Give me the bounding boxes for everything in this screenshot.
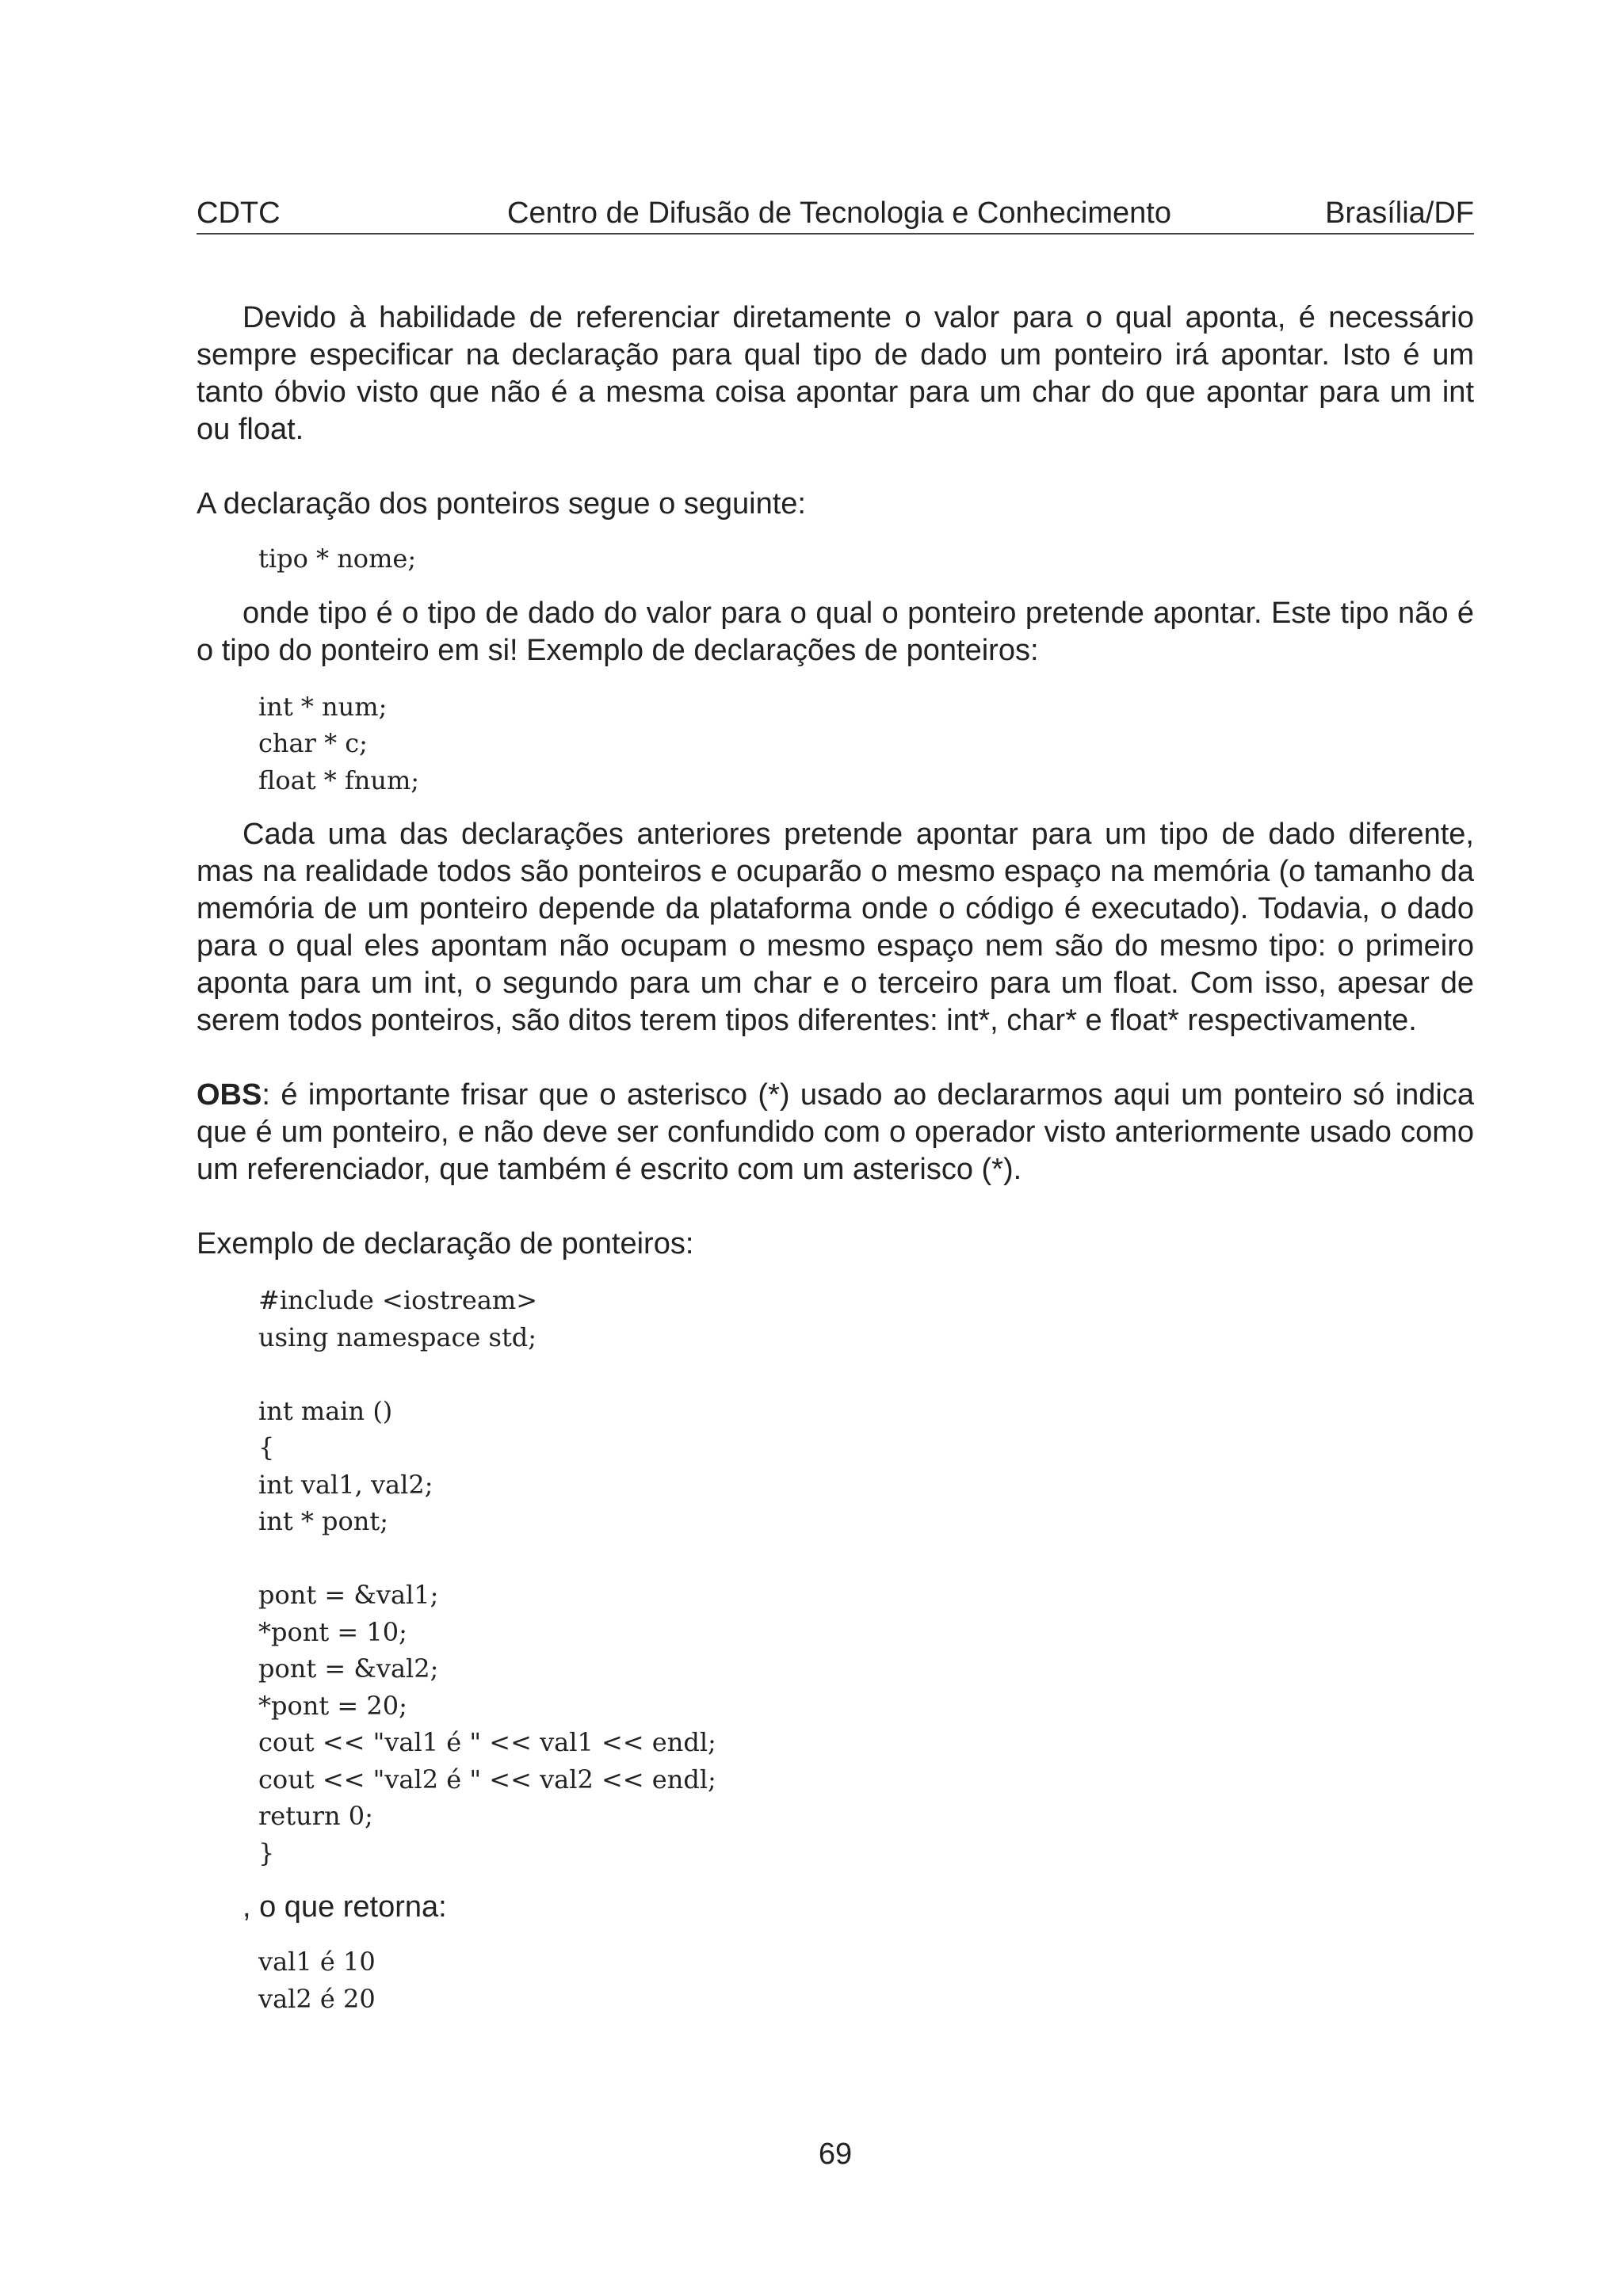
code-line: *pont = 20; [258, 1690, 407, 1721]
code-block-syntax [197, 540, 1474, 578]
paragraph-declaration-intro: A declaração dos ponteiros segue o seguinte: [197, 487, 806, 521]
paragraph-pointer-type: Devido à habilidade de referenciar diretamente o valor para o qual aponta, é necessário sempre especificar na declaração para qual tipo de dado um ponteiro irá apontar. Isto é um tanto óbvio visto que não é a mesma coisa apontar para um char do que apontar para um int ou float. [197, 301, 1474, 446]
page-number: 69 [818, 2138, 853, 2171]
code-line: int main () [258, 1395, 393, 1426]
header-org: CDTC [197, 196, 281, 230]
obs-text: : é importante frisar que o asterisco (*) usado ao declararmos aqui um ponteiro só indica que é um ponteiro, e não deve ser confundido com o operador visto anteriormente usado como um referenciador, que também é escrito com um asterisco (*). [197, 1078, 1474, 1186]
header-title: Centro de Difusão de Tecnologia e Conhecimento [507, 196, 1171, 230]
code-line: { [258, 1432, 275, 1463]
code-line: int * pont; [258, 1506, 389, 1536]
code-line: tipo * nome; [258, 543, 417, 574]
code-line: val1 é 10 [258, 1947, 376, 1977]
code-line [197, 1356, 1474, 1393]
code-line: cout << "val1 é " << val1 << endl; [258, 1727, 716, 1757]
code-line: using namespace std; [258, 1322, 537, 1352]
page-header [197, 193, 1474, 235]
document-page [197, 0, 1474, 2296]
code-line [197, 1540, 1474, 1577]
code-line: pont = &val1; [258, 1580, 439, 1610]
paragraph-declarations-explanation: Cada uma das declarações anteriores pretende apontar para um tipo de dado diferente, mas na realidade todos são ponteiros e ocuparão o mesmo espaço na memória (o tamanho da memória de um ponteiro depende da plataforma onde o código é executado). Todavia, o dado para o qual eles apontam não ocupam o mesmo espaço nem são do mesmo tipo: o primeiro aponta para um int, o segundo para um char e o terceiro para um float. Com isso, apesar de serem todos ponteiros, são ditos terem tipos diferentes: int*, char* e float* respectivamente. [197, 818, 1474, 1037]
obs-label: OBS [197, 1078, 262, 1112]
code-line: return 0; [258, 1801, 373, 1831]
paragraph-output-intro: , o que retorna: [242, 1890, 447, 1924]
code-block-example [197, 1282, 1474, 1871]
code-line: int val1, val2; [258, 1469, 433, 1500]
code-line: cout << "val2 é " << val2 << endl; [258, 1764, 716, 1794]
code-line: char * c; [258, 728, 368, 758]
page-body [197, 299, 1474, 2017]
header-location: Brasília/DF [1325, 196, 1474, 230]
code-line: } [258, 1837, 275, 1868]
code-line: int * num; [258, 691, 388, 722]
code-line: val2 é 20 [258, 1983, 376, 2014]
paragraph-type-explanation: onde tipo é o tipo de dado do valor para o qual o ponteiro pretende apontar. Este tipo não é o tipo do ponteiro em si! Exemplo de declarações de ponteiros: [197, 596, 1474, 667]
paragraph-obs [197, 1077, 1474, 1188]
code-block-output [197, 1943, 1474, 2017]
code-line: #include <iostream> [258, 1285, 538, 1315]
code-line: pont = &val2; [258, 1653, 439, 1684]
paragraph-example-intro: Exemplo de declaração de ponteiros: [197, 1227, 694, 1261]
code-line: *pont = 10; [258, 1616, 407, 1647]
code-block-declarations [197, 688, 1474, 799]
code-line: float * fnum; [258, 765, 420, 795]
